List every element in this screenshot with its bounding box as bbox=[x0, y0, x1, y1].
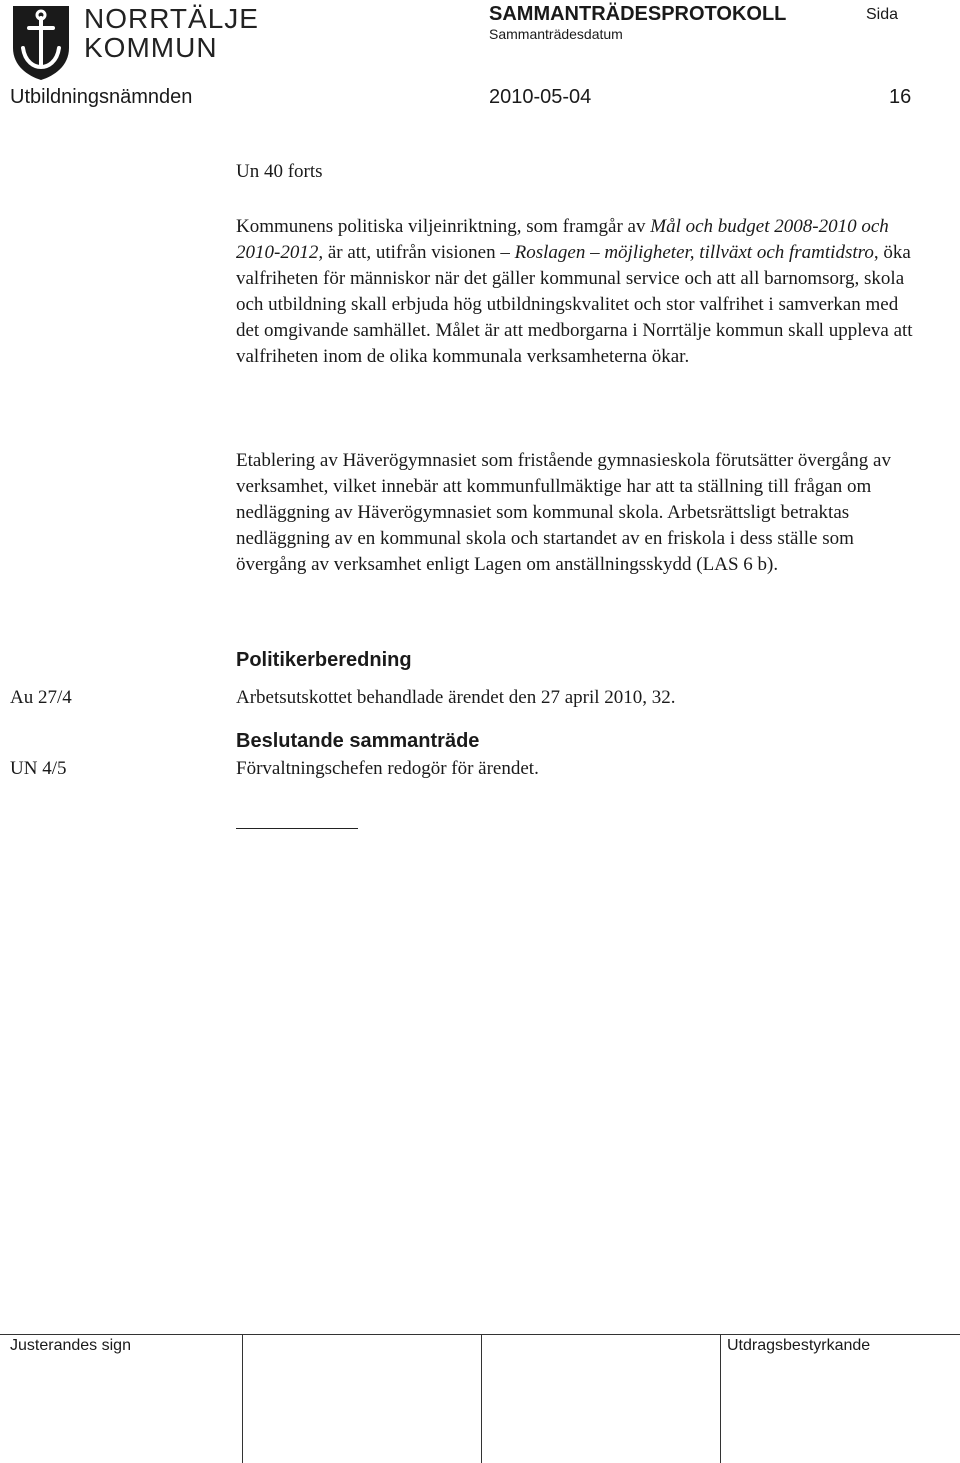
meeting-date: 2010-05-04 bbox=[489, 86, 592, 108]
footer-divider bbox=[0, 1334, 960, 1335]
footer-signature-label: Justerandes sign bbox=[10, 1337, 131, 1354]
decision-text: Förvaltningschefen redogör för ärendet. bbox=[236, 758, 539, 779]
wordmark-line-2: KOMMUN bbox=[84, 32, 218, 63]
committee-name: Utbildningsnämnden bbox=[10, 86, 193, 108]
end-rule bbox=[236, 828, 358, 829]
policy-text-1: Kommunens politiska viljeinriktning, som framgår av bbox=[236, 216, 651, 237]
signature-box-divider-1 bbox=[242, 1334, 243, 1463]
preparation-text: Arbetsutskottet behandlade ärendet den 27 april 2010, 32. bbox=[236, 687, 676, 708]
margin-note-au: Au 27/4 bbox=[10, 687, 72, 708]
footer-certification-label: Utdragsbestyrkande bbox=[727, 1337, 871, 1354]
section-title: Un 40 forts bbox=[236, 161, 323, 182]
heading-political-preparation: Politikerberedning bbox=[236, 649, 412, 671]
meeting-date-label: Sammanträdesdatum bbox=[489, 26, 623, 42]
wordmark-line-1: NORRTÄLJE bbox=[84, 3, 259, 34]
paragraph-establishment bbox=[236, 448, 916, 578]
margin-note-un: UN 4/5 bbox=[10, 758, 67, 779]
municipality-wordmark bbox=[84, 4, 259, 62]
signature-box-divider-3 bbox=[720, 1334, 721, 1463]
signature-box-divider-2 bbox=[481, 1334, 482, 1463]
policy-text-2: är att, utifrån visionen – bbox=[323, 242, 515, 263]
heading-decision-meeting: Beslutande sammanträde bbox=[236, 730, 480, 752]
paragraph-policy bbox=[236, 214, 916, 370]
policy-text-3: , öka valfriheten för människor när det gäller kommunal service och att all barnomsorg, skola och utbildning skall erbjuda hög utbildningskvalitet och stor valfrihet i samverkan med det omgivande samhället. Målet är att medborgarna i Norrtälje kommun skall uppleva att valfriheten inom de olika kommunala verksamheterna ökar. bbox=[236, 242, 913, 367]
establishment-text: Etablering av Häverögymnasiet som fristående gymnasieskola förutsätter övergång av verksamhet, vilket innebär att kommunfullmäktige har att ta ställning till frågan om nedläggning av Häverögymnasiet som kommunal skola. Arbetsrättsligt betraktas nedläggning av en kommunal skola och startandet av en friskola i dess ställe som övergång av verksamhet enligt Lagen om anställningsskydd (LAS 6 b). bbox=[236, 450, 891, 575]
municipal-coat-of-arms-icon bbox=[10, 4, 72, 82]
document-type: SAMMANTRÄDESPROTOKOLL bbox=[489, 3, 787, 25]
page-label: Sida bbox=[866, 6, 899, 23]
page-number: 16 bbox=[889, 86, 912, 108]
policy-budget-title: Mål och budget 2008-2010 och 2010-2012, bbox=[236, 216, 889, 263]
policy-vision-title: Roslagen – möjligheter, tillväxt och framtidstro bbox=[514, 242, 874, 263]
